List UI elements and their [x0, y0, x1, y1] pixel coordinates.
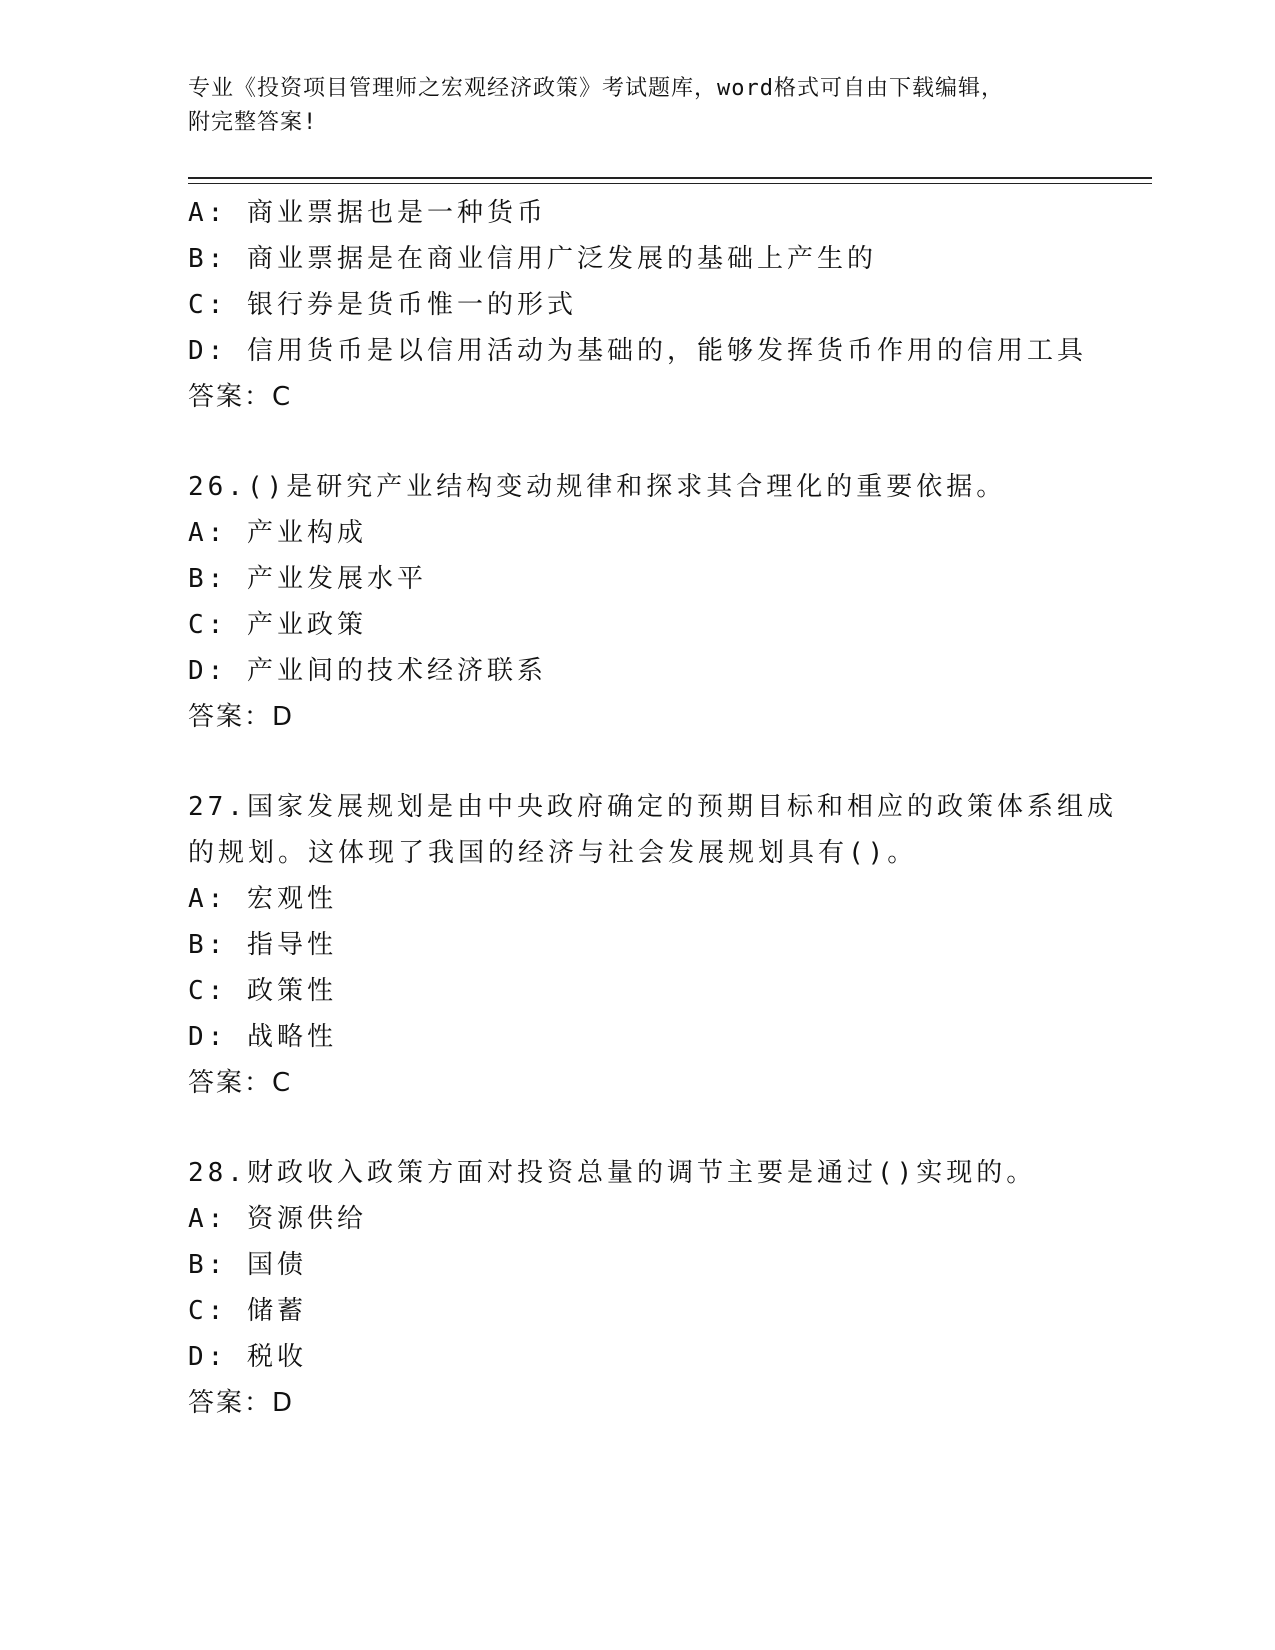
header-line-1: 专业《投资项目管理师之宏观经济政策》考试题库，word格式可自由下载编辑， — [188, 76, 1004, 101]
option-c: C: 储蓄 — [188, 1296, 307, 1326]
answer-line: 答案：D — [188, 1388, 295, 1418]
option-c: C: 产业政策 — [188, 610, 367, 640]
header-divider-thick — [188, 177, 1152, 179]
option-c: C: 银行券是货币惟一的形式 — [188, 290, 577, 320]
header-divider-thin — [188, 183, 1152, 184]
answer-line: 答案：C — [188, 1068, 293, 1098]
option-d: D: 战略性 — [188, 1022, 337, 1052]
question-text: 26.()是研究产业结构变动规律和探求其合理化的重要依据。 — [188, 472, 1007, 502]
option-b: B: 国债 — [188, 1250, 307, 1280]
option-a: A: 资源供给 — [188, 1204, 367, 1234]
question-block — [188, 190, 1128, 420]
option-b: B: 商业票据是在商业信用广泛发展的基础上产生的 — [188, 244, 877, 274]
option-a: A: 宏观性 — [188, 884, 337, 914]
question-list — [188, 190, 1128, 1470]
question-block — [188, 1150, 1128, 1426]
option-d: D: 信用货币是以信用活动为基础的，能够发挥货币作用的信用工具 — [188, 336, 1087, 366]
option-d: D: 产业间的技术经济联系 — [188, 656, 547, 686]
option-d: D: 税收 — [188, 1342, 307, 1372]
question-text: 28.财政收入政策方面对投资总量的调节主要是通过()实现的。 — [188, 1158, 1037, 1188]
option-b: B: 指导性 — [188, 930, 337, 960]
question-block — [188, 784, 1128, 1106]
option-a: A: 产业构成 — [188, 518, 367, 548]
question-block — [188, 464, 1128, 740]
option-a: A: 商业票据也是一种货币 — [188, 198, 547, 228]
answer-line: 答案：D — [188, 702, 295, 732]
header-line-2: 附完整答案! — [188, 110, 318, 135]
option-c: C: 政策性 — [188, 976, 337, 1006]
answer-line: 答案：C — [188, 382, 293, 412]
document-header — [188, 72, 1088, 140]
option-b: B: 产业发展水平 — [188, 564, 427, 594]
question-text: 27.国家发展规划是由中央政府确定的预期目标和相应的政策体系组成的规划。这体现了我国的经济与社会发展规划具有()。 — [188, 792, 1117, 868]
